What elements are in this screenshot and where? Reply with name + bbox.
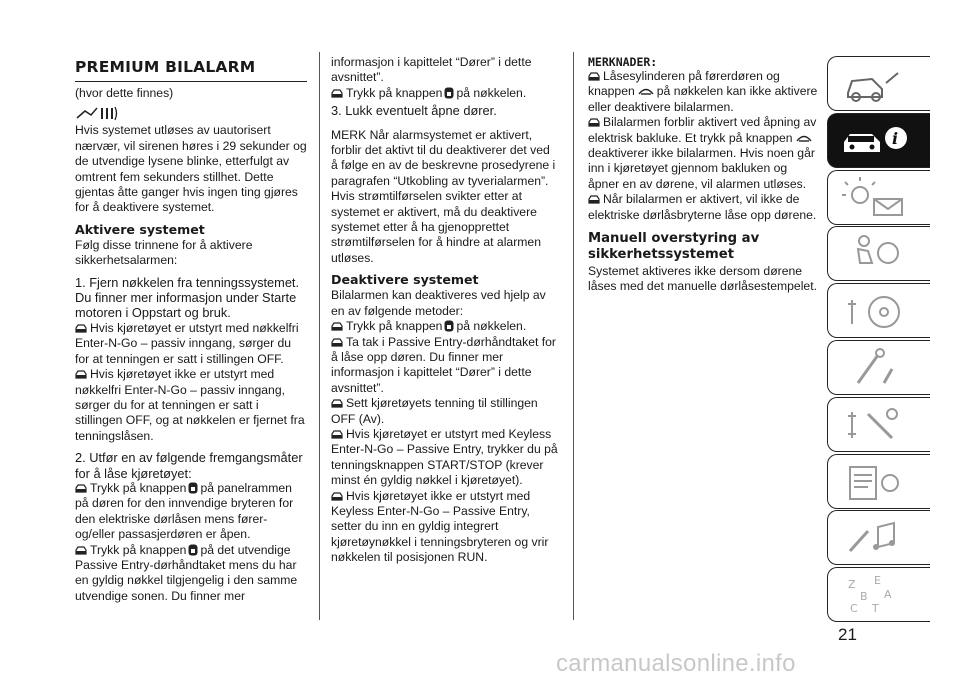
maintenance-icon <box>838 404 910 446</box>
car-info-icon <box>838 120 910 162</box>
bullet-item: Sett kjøretøyets tenning til stillingen OFF (Av). <box>331 396 538 426</box>
column-3 <box>588 55 820 295</box>
tab-starting-driving[interactable] <box>827 283 930 338</box>
tab-emergency[interactable] <box>827 340 930 395</box>
unlock-icon <box>444 320 454 332</box>
bullet-item: Ta tak i Passive Entry-dørhåndtaket for å låse opp døren. Du finner mer informasjon i kapittelet “Dører” i dette avsnittet”. <box>331 334 556 395</box>
bullet-item: Hvis kjøretøyet er utstyrt med Keyless Enter-N-Go – Passive Entry, trykker du på tenningsknappen START/STOP (krever minst én gyldig nøkkel i kjøretøyet). <box>331 426 558 488</box>
car-bullet-icon <box>75 324 87 333</box>
tab-know-your-vehicle[interactable] <box>827 113 930 168</box>
watermark: carmanualsonline.info <box>556 650 796 677</box>
page-number: 21 <box>838 625 857 644</box>
index-icon <box>838 574 910 616</box>
tab-technical-specs[interactable] <box>827 454 930 509</box>
tab-safety[interactable] <box>827 226 930 281</box>
tailgate-fob-icon <box>638 87 654 96</box>
multimedia-icon <box>838 517 910 559</box>
bullet-item: Bilalarmen forblir aktivert ved åpning av elektrisk bakluke. Et trykk på knappendeaktiverer ikke bilalarmen. Hvis noen går inn i kjøretøyet gjennom bakluken og åpner en av dørene, vil alarmen utløses. <box>588 115 817 191</box>
step-1: 1. Fjern nøkkelen fra tenningssystemet. Du finner mer informasjon under Starte motoren i Oppstart og bruk. <box>75 274 300 321</box>
activate-intro: Følg disse trinnene for å aktivere sikkerhetsalarmen: <box>75 237 253 268</box>
bullet-item: Hvis kjøretøyet er utstyrt med nøkkelfri Enter-N-Go – passiv inngang, sørger du for at tenningen er satt i stillingen OFF. <box>75 320 299 366</box>
svg-text:i: i <box>892 128 899 148</box>
car-bullet-icon <box>588 195 600 204</box>
notes-heading: MERKNADER: <box>588 55 658 69</box>
tailgate-fob-icon <box>796 134 812 143</box>
section-title: PREMIUM BILALARM <box>75 58 256 76</box>
bullet-item: Trykk på knappen på nøkkelen. <box>331 319 559 334</box>
subheading-activate: Aktivere systemet <box>75 221 205 237</box>
svg-text:T: T <box>872 602 879 616</box>
svg-text:C: C <box>850 602 858 616</box>
car-bullet-icon <box>331 430 343 439</box>
car-bullet-icon <box>75 546 87 555</box>
tab-multimedia[interactable] <box>827 510 930 565</box>
step-2: 2. Utfør en av følgende fremgangsmåter for å låse kjøretøyet: <box>75 450 303 481</box>
alarm-wave-icon <box>75 105 119 121</box>
lock-icon <box>188 544 198 556</box>
bullet-item: Hvis kjøretøyet ikke er utstyrt med Keyless Enter-N-Go – Passive Entry, setter du inn en gyldig integrert kjøretøynøkkel i tenningsbryteren og vrir nøkkelen til posisjonen RUN. <box>331 488 549 565</box>
lock-icon <box>188 482 198 494</box>
tab-warning-lights[interactable] <box>827 170 930 225</box>
car-bullet-icon <box>331 89 343 98</box>
tools-icon <box>838 347 910 389</box>
bullet-item: Trykk på knappen på det utvendige Passive Entry-dørhåndtaket mens du har en gyldig nøkkel tilgjengelig i den samme utvendige sonen. Du finner mer <box>75 542 298 603</box>
override-text: Systemet aktiveres ikke dersom dørene låses med det manuelle dørlåsestempelet. <box>588 264 817 294</box>
column-divider <box>319 52 320 620</box>
svg-text:Z: Z <box>848 578 856 592</box>
tab-dashboard[interactable] <box>827 56 930 111</box>
bullet-item: Når bilalarmen er aktivert, vil ikke de elektriske dørlåsbryterne låse opp dørene. <box>588 192 817 222</box>
deactivate-intro: Bilalarmen kan deaktiveres ved hjelp av en av følgende metoder: <box>331 288 546 318</box>
lock-icon <box>444 87 454 99</box>
column-1 <box>75 58 307 604</box>
tab-index[interactable] <box>827 567 930 622</box>
car-bullet-icon <box>331 399 343 408</box>
car-dashboard-icon <box>838 63 910 105</box>
bullet-item: Låsesylinderen på førerdøren og knappen på nøkkelen kan ikke aktivere eller deaktivere bilalarmen. <box>588 69 818 114</box>
svg-text:A: A <box>884 588 892 602</box>
title-underline <box>75 81 307 82</box>
bullet-item: Trykk på knappen på panelrammen på døren for den innvendige bryteren for den elektriske dørlåsen mens fører-og/eller passasjerdøren er åpen. <box>75 480 294 542</box>
car-bullet-icon <box>331 338 343 347</box>
bullet-item: Hvis kjøretøyet ikke er utstyrt med nøkkelfri Enter-N-Go – passiv inngang, sørger du for at tenningen er satt i stillingen OFF, og at nøkkelen er fjernet fra tenningslåsen. <box>75 367 305 443</box>
intro-text: Hvis systemet utløses av uautorisert nærvær, vil sirenen høres i 29 sekunder og de utvendige lysene blinke, etterfulgt av omtrent fem sekunders stillhet. Dette gjentas åtte ganger hvis ingen ting gjøres for å deaktivere systemet. <box>75 123 307 215</box>
car-bullet-icon <box>588 72 600 81</box>
steering-wheel-icon <box>838 290 910 332</box>
subheading-deactivate: Deaktivere systemet <box>331 272 479 288</box>
car-bullet-icon <box>331 492 343 501</box>
airbag-seat-icon <box>838 233 910 275</box>
warning-lights-icon <box>838 177 910 219</box>
merk-note: MERK Når alarmsystemet er aktivert, forblir det aktivt til du deaktiverer det ved å følge en av de beskrevne prosedyrene i paragrafen “Utkobling av tyverialarmen”. Hvis strømtilførselen svikter etter at systemet er aktivert, må du deaktivere systemet etter å ha gjenopprettet strømtilførselen for å hindre at alarmen utløses. <box>331 127 556 265</box>
car-bullet-icon <box>588 118 600 127</box>
subheading-override: Manuell overstyring av sikkerhetssystemet <box>588 231 760 263</box>
svg-text:E: E <box>874 574 881 588</box>
specifications-icon <box>838 461 910 503</box>
bullet-item: Trykk på knappen på nøkkelen. <box>331 86 559 101</box>
column-divider <box>573 52 574 620</box>
availability-note: (hvor dette finnes) <box>75 86 174 100</box>
chapter-tabs <box>827 56 930 624</box>
car-bullet-icon <box>75 484 87 493</box>
car-bullet-icon <box>331 322 343 331</box>
tab-servicing[interactable] <box>827 397 930 452</box>
car-bullet-icon <box>75 370 87 379</box>
continued-text: informasjon i kapittelet “Dører” i dette avsnittet”. <box>331 55 532 85</box>
step-3: 3. Lukk eventuelt åpne dører. <box>331 103 497 119</box>
column-2 <box>331 55 559 566</box>
svg-text:B: B <box>860 590 868 604</box>
